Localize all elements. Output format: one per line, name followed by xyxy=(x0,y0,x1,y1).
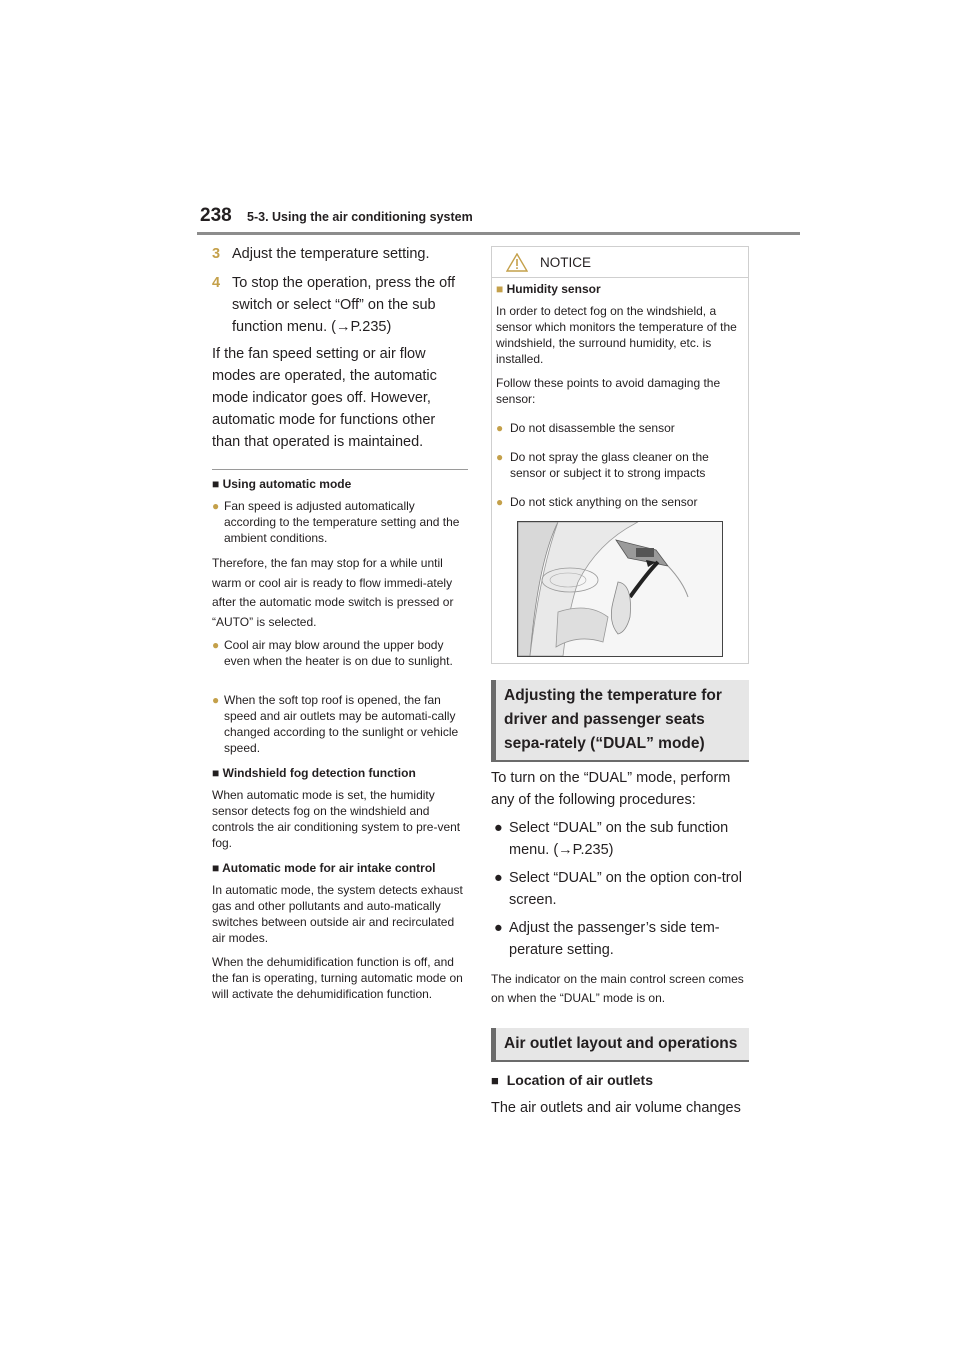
square-bullet-icon: ■ xyxy=(212,861,220,875)
bullet-icon: ● xyxy=(212,693,220,707)
dual-intro: To turn on the “DUAL” mode, perform any of the following procedures: xyxy=(491,770,731,808)
bullet-item xyxy=(212,637,468,669)
bullet-text: Select “DUAL” on the sub function menu. (→P.235) xyxy=(509,820,729,858)
bullet-item xyxy=(212,498,468,546)
square-bullet-icon: ■ xyxy=(212,766,220,780)
step-text: Adjust the temperature setting. xyxy=(232,246,430,262)
bullet-icon: ● xyxy=(212,499,220,513)
warning-triangle-icon xyxy=(506,253,528,272)
step-text: To stop the operation, press the off switch or select “Off” on the sub function menu. (→P.235) xyxy=(232,275,456,335)
header-rule xyxy=(197,232,800,235)
bullet-icon: ● xyxy=(496,450,504,464)
step-number: 4 xyxy=(212,275,221,291)
subsection-title: Humidity sensor xyxy=(506,282,601,296)
bullet-icon: ● xyxy=(494,870,503,886)
step-number: 3 xyxy=(212,246,221,262)
notice-subtitle xyxy=(496,281,744,297)
air-outlet-paragraph: The air outlets and air volume changes xyxy=(491,1100,741,1116)
bullet-icon: ● xyxy=(496,421,504,435)
paragraph: Therefore, the fan may stop for a while until warm or cool air is ready to flow immedi-ately after the automatic mode switch is pressed or “AUTO” is selected. xyxy=(212,556,454,629)
heading-air-outlet xyxy=(491,1028,749,1060)
dual-bullet xyxy=(491,917,749,961)
section-title: 5-3. Using the air conditioning system xyxy=(247,210,473,224)
dual-bullet xyxy=(491,867,749,911)
page-number: 238 xyxy=(200,205,232,226)
notice-bullet xyxy=(496,449,744,481)
paragraph: When the dehumidification function is off, and the fan is operating, turning automatic mode on will activate the dehumidification function. xyxy=(212,955,463,1001)
dual-note: The indicator on the main control screen comes on when the “DUAL” mode is on. xyxy=(491,972,744,1005)
bullet-text: Do not spray the glass cleaner on the sensor or subject it to strong impacts xyxy=(510,450,709,480)
subsection-title: Using automatic mode xyxy=(222,477,352,491)
heading-underline xyxy=(491,760,749,762)
paragraph: When automatic mode is set, the humidity sensor detects fog on the windshield and controls the air conditioning system to pre-vent fog. xyxy=(212,788,461,850)
bullet-text: Do not disassemble the sensor xyxy=(510,421,675,435)
notice-bullet xyxy=(496,420,744,436)
subsection-air-intake xyxy=(212,860,468,876)
square-bullet-icon: ■ xyxy=(496,282,504,296)
heading-text: Adjusting the temperature for driver and passenger seats sepa-rately (“DUAL” mode) xyxy=(504,687,722,752)
bullet-icon: ● xyxy=(496,495,504,509)
auto-mode-paragraph: If the fan speed setting or air flow modes are operated, the automatic mode indicator goes off. However, automatic mode for functions other than that operated is maintained. xyxy=(212,346,437,450)
subsection-windshield-fog xyxy=(212,765,468,781)
heading-dual-mode xyxy=(491,680,749,760)
bullet-text: Do not stick anything on the sensor xyxy=(510,495,698,509)
sensor-illustration xyxy=(517,521,723,657)
humidity-sensor-drawing xyxy=(518,522,722,656)
bullet-text: Adjust the passenger’s side tem-perature setting. xyxy=(509,920,720,958)
bullet-text: Fan speed is adjusted automatically according to the temperature setting and the ambient conditions. xyxy=(224,499,460,545)
dual-bullet xyxy=(491,817,749,861)
bullet-icon: ● xyxy=(494,920,503,936)
bullet-icon: ● xyxy=(494,820,503,836)
divider xyxy=(212,469,468,470)
square-bullet-icon: ■ xyxy=(491,1073,499,1088)
notice-paragraph: In order to detect fog on the windshield, a sensor which monitors the temperature of the windshield, the surround humidity, etc. is installed. xyxy=(496,304,737,366)
notice-title: NOTICE xyxy=(540,255,592,270)
paragraph: In automatic mode, the system detects exhaust gas and other pollutants and auto-matically switches between outside air and recirculated air modes. xyxy=(212,883,463,945)
step-4 xyxy=(212,272,468,338)
notice-header xyxy=(492,247,748,278)
bullet-text: Cool air may blow around the upper body even when the heater is on due to sunlight. xyxy=(224,638,453,668)
bullet-text: Select “DUAL” on the option con-trol screen. xyxy=(509,870,742,908)
bullet-item xyxy=(212,692,468,756)
heading-underline xyxy=(491,1060,749,1062)
subsection-title: Automatic mode for air intake control xyxy=(222,861,436,875)
notice-paragraph: Follow these points to avoid damaging the sensor: xyxy=(496,376,721,406)
subsection-using-auto-mode xyxy=(212,476,468,492)
subsection-title: Location of air outlets xyxy=(506,1072,653,1088)
step-3 xyxy=(212,243,468,265)
subsection-location-air-outlets xyxy=(491,1069,749,1092)
subsection-title: Windshield fog detection function xyxy=(222,766,416,780)
square-bullet-icon: ■ xyxy=(212,477,220,491)
bullet-icon: ● xyxy=(212,638,220,652)
heading-text: Air outlet layout and operations xyxy=(504,1035,738,1052)
notice-bullet xyxy=(496,494,744,510)
bullet-text: When the soft top roof is opened, the fan speed and air outlets may be automati-cally changed according to the sunlight or vehicle speed. xyxy=(224,693,459,755)
